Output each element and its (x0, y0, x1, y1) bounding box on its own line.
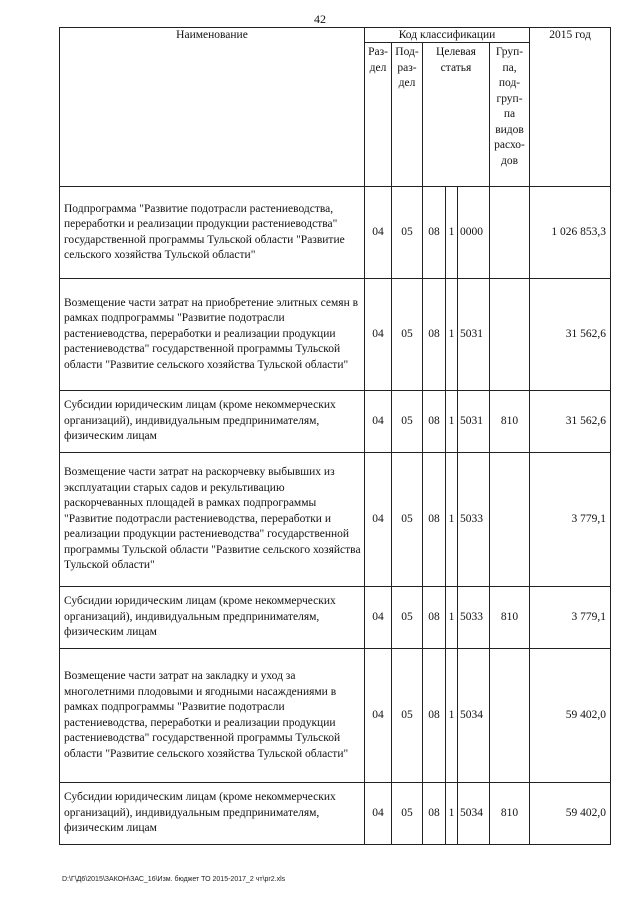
row-target-direction-cell: 5034 (458, 649, 490, 783)
row-target-direction-cell: 5034 (458, 783, 490, 845)
row-target-subprogram-cell: 1 (446, 279, 458, 391)
row-section-cell: 04 (365, 279, 392, 391)
row-expense-group-cell (490, 187, 530, 279)
header-section: Раз- дел (365, 43, 392, 187)
row-target-program-cell: 08 (423, 391, 446, 453)
table-row (60, 187, 611, 279)
row-name-cell: Возмещение части затрат на закладку и уход за многолетними плодовыми и ягодными насаждениями в рамках подпрограммы "Развитие подотрасли растениеводства, переработки и реализации продукции растениеводства" государственной программы Тульской области "Развитие сельского хозяйства Тульской области" (60, 649, 365, 783)
table-row (60, 587, 611, 649)
row-target-program-cell: 08 (423, 453, 446, 587)
row-subsection-cell: 05 (392, 649, 423, 783)
row-amount-cell: 1 026 853,3 (530, 187, 611, 279)
row-amount-cell: 31 562,6 (530, 391, 611, 453)
row-name-cell: Подпрограмма "Развитие подотрасли растениеводства, переработки и реализации продукции растениеводства" государственной программы Тульской области "Развитие сельского хозяйства Тульской области" (60, 187, 365, 279)
table-row (60, 279, 611, 391)
row-target-subprogram-cell: 1 (446, 453, 458, 587)
row-target-direction-cell: 5031 (458, 279, 490, 391)
row-target-subprogram-cell: 1 (446, 783, 458, 845)
row-expense-group-cell (490, 649, 530, 783)
row-name-cell: Возмещение части затрат на приобретение элитных семян в рамках подпрограммы "Развитие подотрасли растениеводства, переработки и реализации продукции растениеводства" государственной программы Тульской области "Развитие сельского хозяйства Тульской области" (60, 279, 365, 391)
row-section-cell: 04 (365, 453, 392, 587)
row-section-cell: 04 (365, 587, 392, 649)
row-target-subprogram-cell: 1 (446, 187, 458, 279)
row-name-cell: Субсидии юридическим лицам (кроме некоммерческих организаций), индивидуальным предпринимателям, физическим лицам (60, 391, 365, 453)
header-target-item: Целевая статья (423, 43, 490, 187)
row-expense-group-cell (490, 279, 530, 391)
row-name-cell: Субсидии юридическим лицам (кроме некоммерческих организаций), индивидуальным предпринимателям, физическим лицам (60, 783, 365, 845)
header-classification-code: Код классификации (365, 28, 530, 43)
row-expense-group-cell: 810 (490, 587, 530, 649)
row-target-subprogram-cell: 1 (446, 587, 458, 649)
row-target-program-cell: 08 (423, 649, 446, 783)
row-target-direction-cell: 0000 (458, 187, 490, 279)
page-number: 42 (314, 12, 326, 26)
row-target-program-cell: 08 (423, 279, 446, 391)
row-amount-cell: 31 562,6 (530, 279, 611, 391)
row-target-direction-cell: 5033 (458, 453, 490, 587)
budget-table (59, 27, 611, 845)
row-target-direction-cell: 5031 (458, 391, 490, 453)
row-subsection-cell: 05 (392, 587, 423, 649)
footer-file-path: D:\Г\Д6\2015\ЗАКОН\ЗАС_16\Изм. бюджет ТО 2015-2017_2 чт\pr2.xls (62, 876, 286, 883)
row-subsection-cell: 05 (392, 187, 423, 279)
row-subsection-cell: 05 (392, 783, 423, 845)
header-name: Наименование (60, 28, 365, 187)
row-target-program-cell: 08 (423, 187, 446, 279)
row-target-direction-cell: 5033 (458, 587, 490, 649)
row-subsection-cell: 05 (392, 453, 423, 587)
row-expense-group-cell: 810 (490, 391, 530, 453)
row-name-cell: Возмещение части затрат на раскорчевку выбывших из эксплуатации старых садов и рекультивацию раскорчеванных площадей в рамках подпрограммы "Развитие подотрасли растениеводства, переработки и реализации продукции растениеводства" государственной программы Тульской области "Развитие сельского хозяйства Тульской области" (60, 453, 365, 587)
header-row (60, 28, 611, 43)
header-subsection: Под- раз- дел (392, 43, 423, 187)
row-target-program-cell: 08 (423, 587, 446, 649)
row-amount-cell: 59 402,0 (530, 783, 611, 845)
row-section-cell: 04 (365, 187, 392, 279)
row-expense-group-cell (490, 453, 530, 587)
table-row (60, 783, 611, 845)
table-row (60, 453, 611, 587)
row-section-cell: 04 (365, 391, 392, 453)
row-subsection-cell: 05 (392, 279, 423, 391)
row-amount-cell: 3 779,1 (530, 587, 611, 649)
header-expense-group: Груп- па, под- груп- па видов расхо- дов (490, 43, 530, 187)
row-section-cell: 04 (365, 783, 392, 845)
row-target-subprogram-cell: 1 (446, 391, 458, 453)
table-row (60, 649, 611, 783)
row-expense-group-cell: 810 (490, 783, 530, 845)
row-amount-cell: 59 402,0 (530, 649, 611, 783)
row-target-subprogram-cell: 1 (446, 649, 458, 783)
header-year: 2015 год (530, 28, 611, 187)
row-section-cell: 04 (365, 649, 392, 783)
table-row (60, 391, 611, 453)
row-target-program-cell: 08 (423, 783, 446, 845)
row-amount-cell: 3 779,1 (530, 453, 611, 587)
row-subsection-cell: 05 (392, 391, 423, 453)
row-name-cell: Субсидии юридическим лицам (кроме некоммерческих организаций), индивидуальным предпринимателям, физическим лицам (60, 587, 365, 649)
